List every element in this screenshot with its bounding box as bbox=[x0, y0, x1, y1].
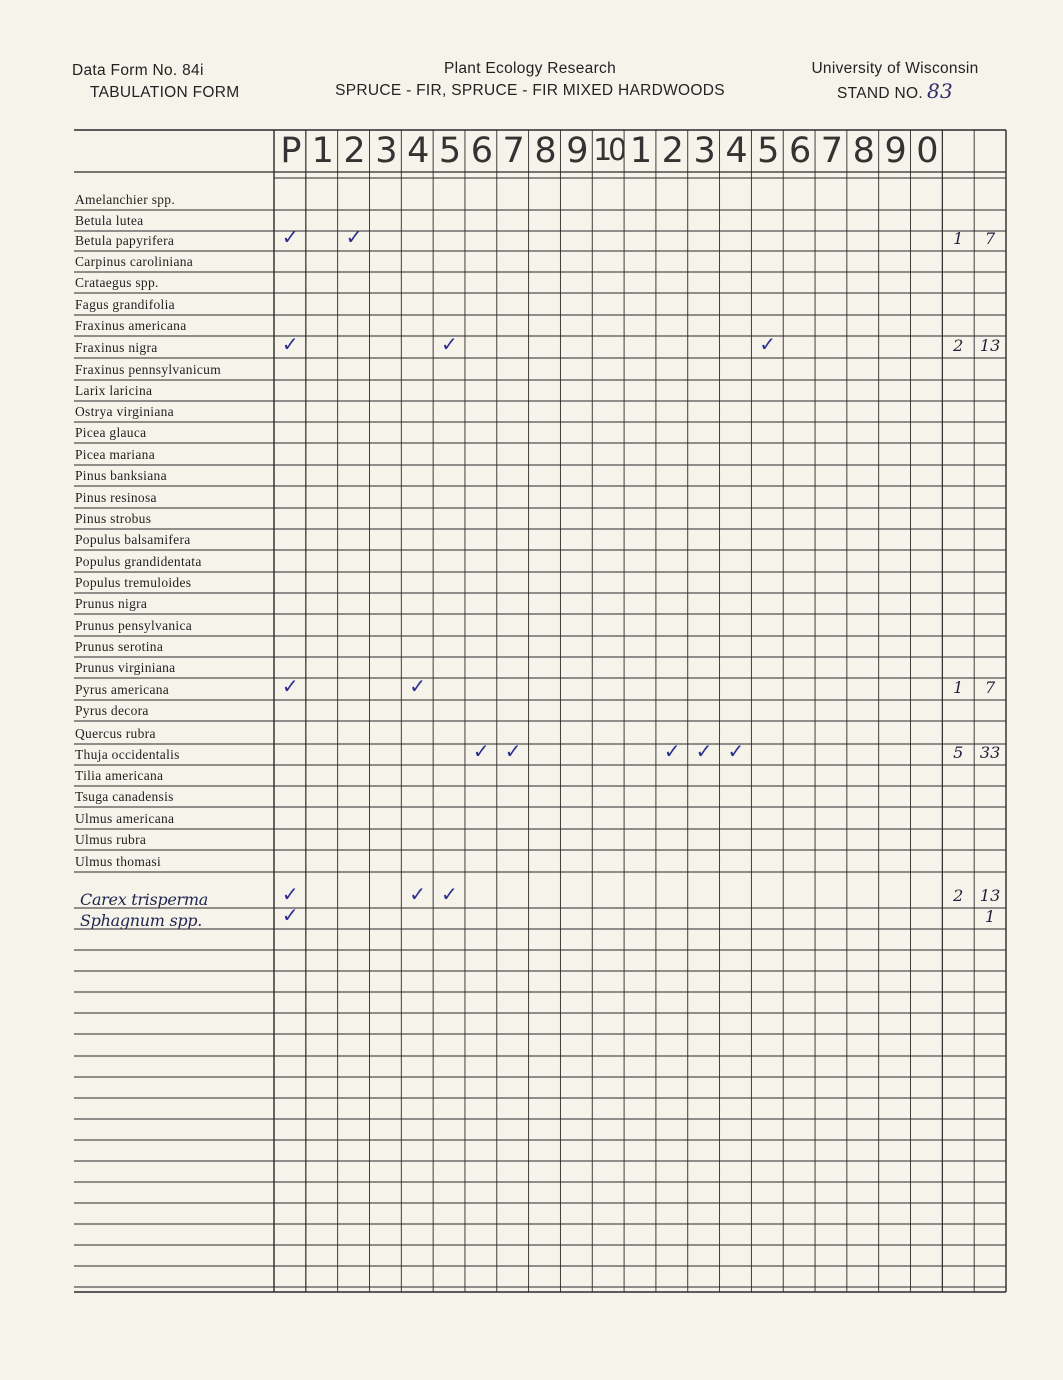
species-name: Pyrus americana bbox=[75, 682, 170, 697]
species-name: Fagus grandifolia bbox=[75, 297, 175, 312]
percent-value: 1 bbox=[984, 907, 996, 926]
species-name: Carex trisperma bbox=[80, 890, 208, 909]
check-mark: ✓ bbox=[409, 882, 426, 906]
stand-number-value: 83 bbox=[926, 79, 953, 103]
check-mark: ✓ bbox=[695, 739, 713, 763]
frequency-value: 2 bbox=[953, 336, 964, 355]
check-mark: ✓ bbox=[759, 332, 777, 356]
check-mark: ✓ bbox=[281, 332, 299, 356]
percent-value: 13 bbox=[979, 336, 1001, 355]
column-header: 3 bbox=[375, 131, 396, 171]
species-name: Crataegus spp. bbox=[75, 275, 159, 290]
percent-value: 7 bbox=[984, 678, 996, 697]
column-header: 1 bbox=[311, 131, 332, 171]
check-mark: ✓ bbox=[281, 882, 299, 906]
form-title: TABULATION FORM bbox=[90, 84, 240, 101]
column-header: 1 bbox=[629, 131, 651, 171]
check-mark: ✓ bbox=[409, 674, 426, 698]
percent-value: 13 bbox=[979, 886, 1001, 905]
check-mark: ✓ bbox=[281, 225, 299, 249]
species-name: Betula papyrifera bbox=[75, 233, 175, 248]
form-number: Data Form No. 84i bbox=[72, 62, 204, 79]
percent-value: 7 bbox=[984, 229, 996, 248]
species-name: Fraxinus nigra bbox=[75, 340, 158, 355]
column-header: 5 bbox=[757, 131, 778, 171]
species-name: Tsuga canadensis bbox=[75, 789, 174, 804]
stand-number-label: STAND NO. bbox=[836, 85, 923, 102]
check-mark: ✓ bbox=[441, 332, 458, 356]
column-header: 2 bbox=[343, 131, 364, 171]
species-name: Ulmus thomasi bbox=[75, 854, 162, 869]
column-header: 4 bbox=[725, 131, 746, 171]
check-mark: ✓ bbox=[663, 739, 681, 763]
check-mark: ✓ bbox=[504, 739, 522, 763]
species-name: Picea mariana bbox=[75, 447, 155, 462]
check-mark: ✓ bbox=[281, 903, 299, 927]
check-mark: ✓ bbox=[727, 739, 745, 763]
species-name: Populus grandidentata bbox=[75, 554, 202, 569]
species-name: Prunus nigra bbox=[75, 596, 148, 611]
species-name: Thuja occidentalis bbox=[75, 747, 180, 762]
check-mark: ✓ bbox=[472, 739, 490, 763]
species-name: Quercus rubra bbox=[75, 726, 156, 741]
species-name: Populus tremuloides bbox=[75, 575, 192, 590]
frequency-value: 5 bbox=[953, 743, 964, 762]
species-name: Populus balsamifera bbox=[75, 532, 191, 547]
frequency-value: 1 bbox=[953, 229, 964, 248]
species-name: Prunus virginiana bbox=[75, 660, 176, 675]
column-header: 5 bbox=[438, 131, 460, 171]
column-header: 6 bbox=[788, 131, 810, 171]
species-name: Pyrus decora bbox=[75, 703, 149, 718]
column-header: 4 bbox=[407, 131, 428, 171]
species-name: Larix laricina bbox=[75, 383, 153, 398]
species-name: Ulmus rubra bbox=[75, 832, 147, 847]
column-header: 0 bbox=[916, 131, 937, 171]
species-name: Fraxinus americana bbox=[75, 318, 187, 333]
species-name: Tilia americana bbox=[75, 768, 164, 783]
column-header: 7 bbox=[820, 131, 842, 171]
species-name: Amelanchier spp. bbox=[75, 192, 176, 207]
species-name: Pinus resinosa bbox=[75, 490, 157, 505]
species-name: Pinus strobus bbox=[75, 511, 152, 526]
column-header: 6 bbox=[470, 131, 491, 171]
column-header: 8 bbox=[852, 131, 873, 171]
column-header: 8 bbox=[534, 131, 555, 171]
species-name: Pinus banksiana bbox=[75, 468, 167, 483]
column-header bbox=[974, 130, 1006, 172]
check-mark: ✓ bbox=[345, 225, 363, 249]
frequency-value: 1 bbox=[953, 678, 964, 697]
species-name: Sphagnum spp. bbox=[80, 911, 203, 930]
column-header: 3 bbox=[693, 131, 714, 171]
column-header: P bbox=[280, 131, 300, 171]
species-name: Fraxinus pennsylvanicum bbox=[75, 362, 222, 377]
species-name: Ostrya virginiana bbox=[75, 404, 174, 419]
species-name: Picea glauca bbox=[75, 425, 147, 440]
column-header: 9 bbox=[566, 131, 587, 171]
column-header: 7 bbox=[502, 131, 523, 171]
organization: Plant Ecology Research bbox=[443, 60, 617, 77]
column-header: 9 bbox=[884, 131, 905, 171]
frequency-value: 2 bbox=[953, 886, 964, 905]
percent-value: 33 bbox=[979, 743, 1001, 762]
species-name: Carpinus caroliniana bbox=[75, 254, 194, 269]
species-name: Prunus serotina bbox=[75, 639, 164, 654]
forest-type: SPRUCE - FIR, SPRUCE - FIR MIXED HARDWOODS bbox=[335, 82, 725, 99]
column-header bbox=[942, 130, 974, 172]
check-mark: ✓ bbox=[281, 674, 299, 698]
column-header: 10 bbox=[593, 133, 624, 168]
species-name: Ulmus americana bbox=[75, 811, 175, 826]
species-name: Betula lutea bbox=[75, 213, 144, 228]
check-mark: ✓ bbox=[441, 882, 458, 906]
species-name: Prunus pensylvanica bbox=[75, 618, 193, 633]
column-header: 2 bbox=[661, 131, 682, 171]
university: University of Wisconsin bbox=[811, 60, 979, 77]
